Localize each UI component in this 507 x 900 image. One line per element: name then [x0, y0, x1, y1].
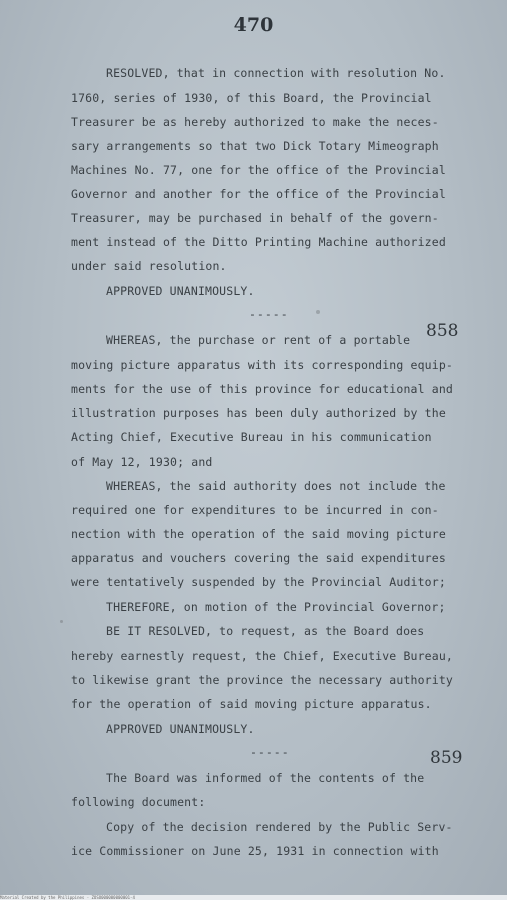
text-line: apparatus and vouchers covering the said expenditures	[71, 551, 446, 565]
text-line: Treasurer, may be purchased in behalf of the govern-	[71, 211, 439, 225]
paper-speck	[316, 310, 320, 314]
text-line: ments for the use of this province for educational and	[71, 382, 453, 396]
text-line: illustration purposes has been duly authorized by the	[71, 406, 446, 420]
text-line: Acting Chief, Executive Bureau in his communication	[71, 430, 432, 444]
text-line: ment instead of the Ditto Printing Machine authorized	[71, 235, 446, 249]
page-number: 470	[233, 14, 274, 36]
entry-number-859: 859	[430, 748, 463, 768]
text-line: WHEREAS, the said authority does not include the	[106, 479, 446, 493]
approval-line: APPROVED UNANIMOUSLY.	[106, 284, 255, 298]
text-line: for the operation of said moving picture apparatus.	[71, 697, 432, 711]
separator: -----	[249, 307, 289, 321]
text-line: Copy of the decision rendered by the Public Serv-	[106, 820, 453, 834]
text-line: nection with the operation of the said moving picture	[71, 527, 446, 541]
text-line: BE IT RESOLVED, to request, as the Board does	[106, 624, 425, 638]
text-line: Machines No. 77, one for the office of the Provincial	[71, 163, 446, 177]
text-line: required one for expenditures to be incurred in con-	[71, 503, 439, 517]
text-line: THEREFORE, on motion of the Provincial Governor;	[106, 600, 446, 614]
text-line: The Board was informed of the contents of the	[106, 771, 425, 785]
text-line: under said resolution.	[71, 259, 227, 273]
approval-line: APPROVED UNANIMOUSLY.	[106, 722, 255, 736]
text-line: to likewise grant the province the necessary authority	[71, 673, 453, 687]
paper-speck	[60, 620, 63, 623]
text-line: hereby earnestly request, the Chief, Executive Bureau,	[71, 649, 453, 663]
scan-footer: Material Created by the Philippines · ZOSO000000000001-4	[0, 895, 507, 900]
text-line: ice Commissioner on June 25, 1931 in connection with	[71, 844, 439, 858]
text-line: sary arrangements so that two Dick Totary Mimeograph	[71, 139, 439, 153]
text-line: Governor and another for the office of the Provincial	[71, 187, 446, 201]
text-line: WHEREAS, the purchase or rent of a portable	[106, 333, 411, 347]
text-line: RESOLVED, that in connection with resolution No.	[106, 66, 446, 80]
text-line: Treasurer be as hereby authorized to make the neces-	[71, 115, 439, 129]
text-line: 1760, series of 1930, of this Board, the Provincial	[71, 91, 432, 105]
text-line: were tentatively suspended by the Provincial Auditor;	[71, 575, 446, 589]
text-line: following document:	[71, 795, 206, 809]
separator: -----	[250, 745, 290, 759]
entry-number-858: 858	[426, 321, 459, 341]
text-line: of May 12, 1930; and	[71, 455, 213, 469]
text-line: moving picture apparatus with its corresponding equip-	[71, 358, 453, 372]
